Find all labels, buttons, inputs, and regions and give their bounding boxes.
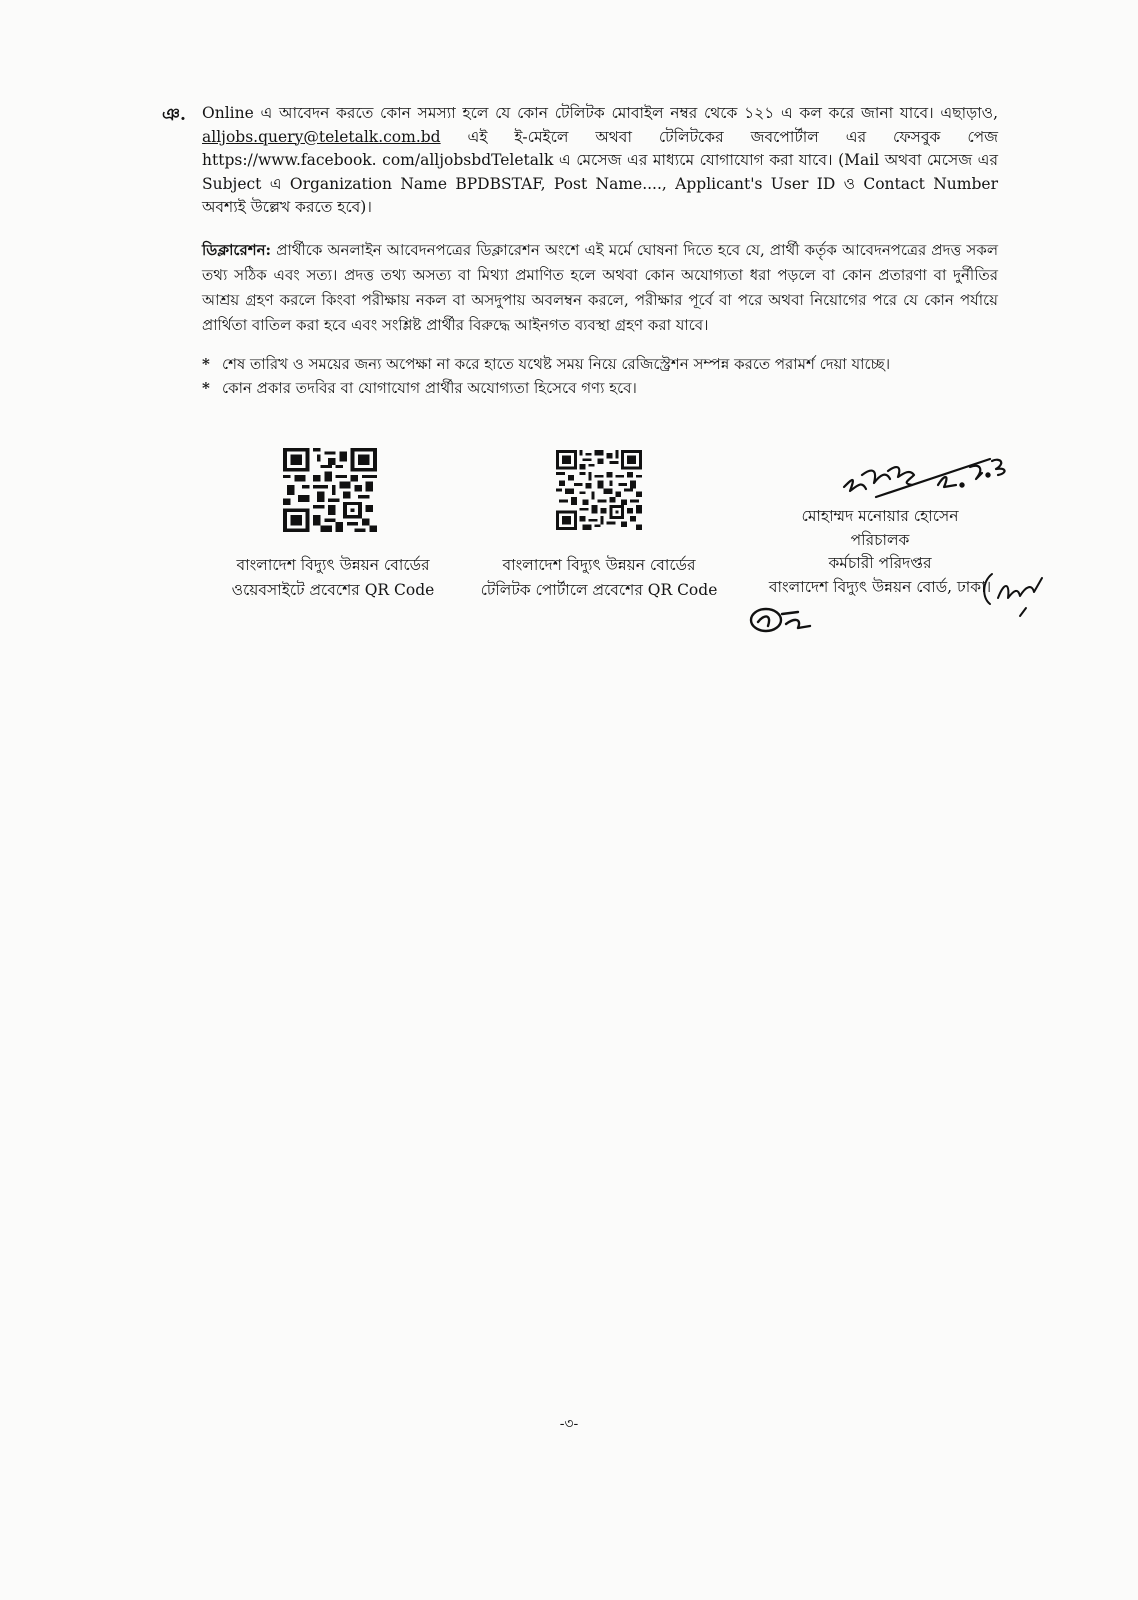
declaration-label: ডিক্লারেশন:: [202, 241, 272, 259]
bullet-star-icon: *: [202, 355, 210, 373]
declaration-paragraph: [202, 238, 998, 338]
qr-caption-line: টেলিটক পোর্টালে প্রবেশের QR Code: [480, 581, 718, 599]
declaration-text: প্রার্থীকে অনলাইন আবেদনপত্রের ডিক্লারেশন অংশে এই মর্মে ঘোষনা দিতে হবে যে, প্রার্থী কর্তৃক আবেদনপত্রের প্রদত্ত সকল তথ্য সঠিক এবং সত্য। প্রদত্ত তথ্য অসত্য বা মিথ্যা প্রমাণিত হলে অথবা কোন অযোগ্যতা ধরা পড়লে বা কোন প্রতারণা বা দুর্নীতির আশ্রয় গ্রহণ করলে কিংবা পরীক্ষায় নকল বা অসদুপায় অবলম্বন করলে, পরীক্ষার পূর্বে বা পরে অথবা নিয়োগের পরে যে কোন পর্যায়ে প্রার্থিতা বাতিল করা হবে এবং সংশ্লিষ্ট প্রার্থীর বিরুদ্ধে আইনগত ব্যবস্থা গ্রহণ করা যাবে।: [202, 241, 998, 334]
website-qr-caption: [216, 553, 450, 603]
page-number: -৩-: [559, 1416, 579, 1432]
bpdb-website-qr-code[interactable]: [283, 448, 377, 532]
support-email-link[interactable]: alljobs.query@teletalk.com.bd: [202, 127, 441, 146]
list-item: [202, 352, 998, 376]
qr-code-icon: [556, 450, 642, 530]
contact-info-paragraph: [162, 102, 998, 220]
signatory-name: মোহাম্মদ মনোয়ার হোসেন: [801, 507, 959, 525]
qr-caption-line: বাংলাদেশ বিদ্যুৎ উন্নয়ন বোর্ডের: [502, 556, 696, 574]
signatory-organization: বাংলাদেশ বিদ্যুৎ উন্নয়ন বোর্ড, ঢাকা।: [768, 577, 992, 596]
teletalk-qr-caption: [476, 553, 722, 603]
teletalk-portal-qr-code[interactable]: [556, 450, 642, 530]
handwritten-initials: [748, 600, 818, 636]
signatory-block: [760, 505, 1000, 599]
qr-code-icon: [283, 448, 377, 532]
qr-caption-line: ওয়েবসাইটে প্রবেশের QR Code: [231, 581, 435, 599]
paragraph-body: [202, 102, 998, 220]
list-item-text: শেষ তারিখ ও সময়ের জন্য অপেক্ষা না করে হাতে যথেষ্ট সময় নিয়ে রেজিস্ট্রেশন সম্পন্ন করতে পরামর্শ দেয়া যাচ্ছে।: [222, 355, 891, 373]
bullet-star-icon: *: [202, 379, 210, 397]
list-item: [202, 376, 998, 400]
signatory-designation: পরিচালক: [850, 530, 910, 549]
list-item-text: কোন প্রকার তদবির বা যোগাযোগ প্রার্থীর অযোগ্যতা হিসেবে গণ্য হবে।: [222, 379, 637, 397]
paragraph-marker: ঞ.: [162, 105, 186, 125]
contact-text-part2: এই ই-মেইলে অথবা টেলিটকের জবপোর্টাল এর ফেসবুক পেজ https://www.facebook. com/alljobsbdTeletalk এ মেসেজ এর মাধ্যমে যোগাযোগ করা যাবে। (Mail অথবা মেসেজ এর Subject এ Organization Name BPDBSTAF, Post Name...., Applicant's User ID ও Contact Number অবশ্যই উল্লেখ করতে হবে)।: [202, 127, 998, 216]
handwritten-initial-mark: [980, 568, 1060, 628]
instruction-list: [202, 352, 998, 400]
qr-caption-line: বাংলাদেশ বিদ্যুৎ উন্নয়ন বোর্ডের: [236, 556, 430, 574]
contact-text-part1: Online এ আবেদন করতে কোন সমস্যা হলে যে কোন টেলিটক মোবাইল নম্বর থেকে ১২১ এ কল করে জানা যাবে। এছাড়াও,: [202, 104, 998, 122]
signatory-department: কর্মচারী পরিদপ্তর: [828, 554, 932, 572]
